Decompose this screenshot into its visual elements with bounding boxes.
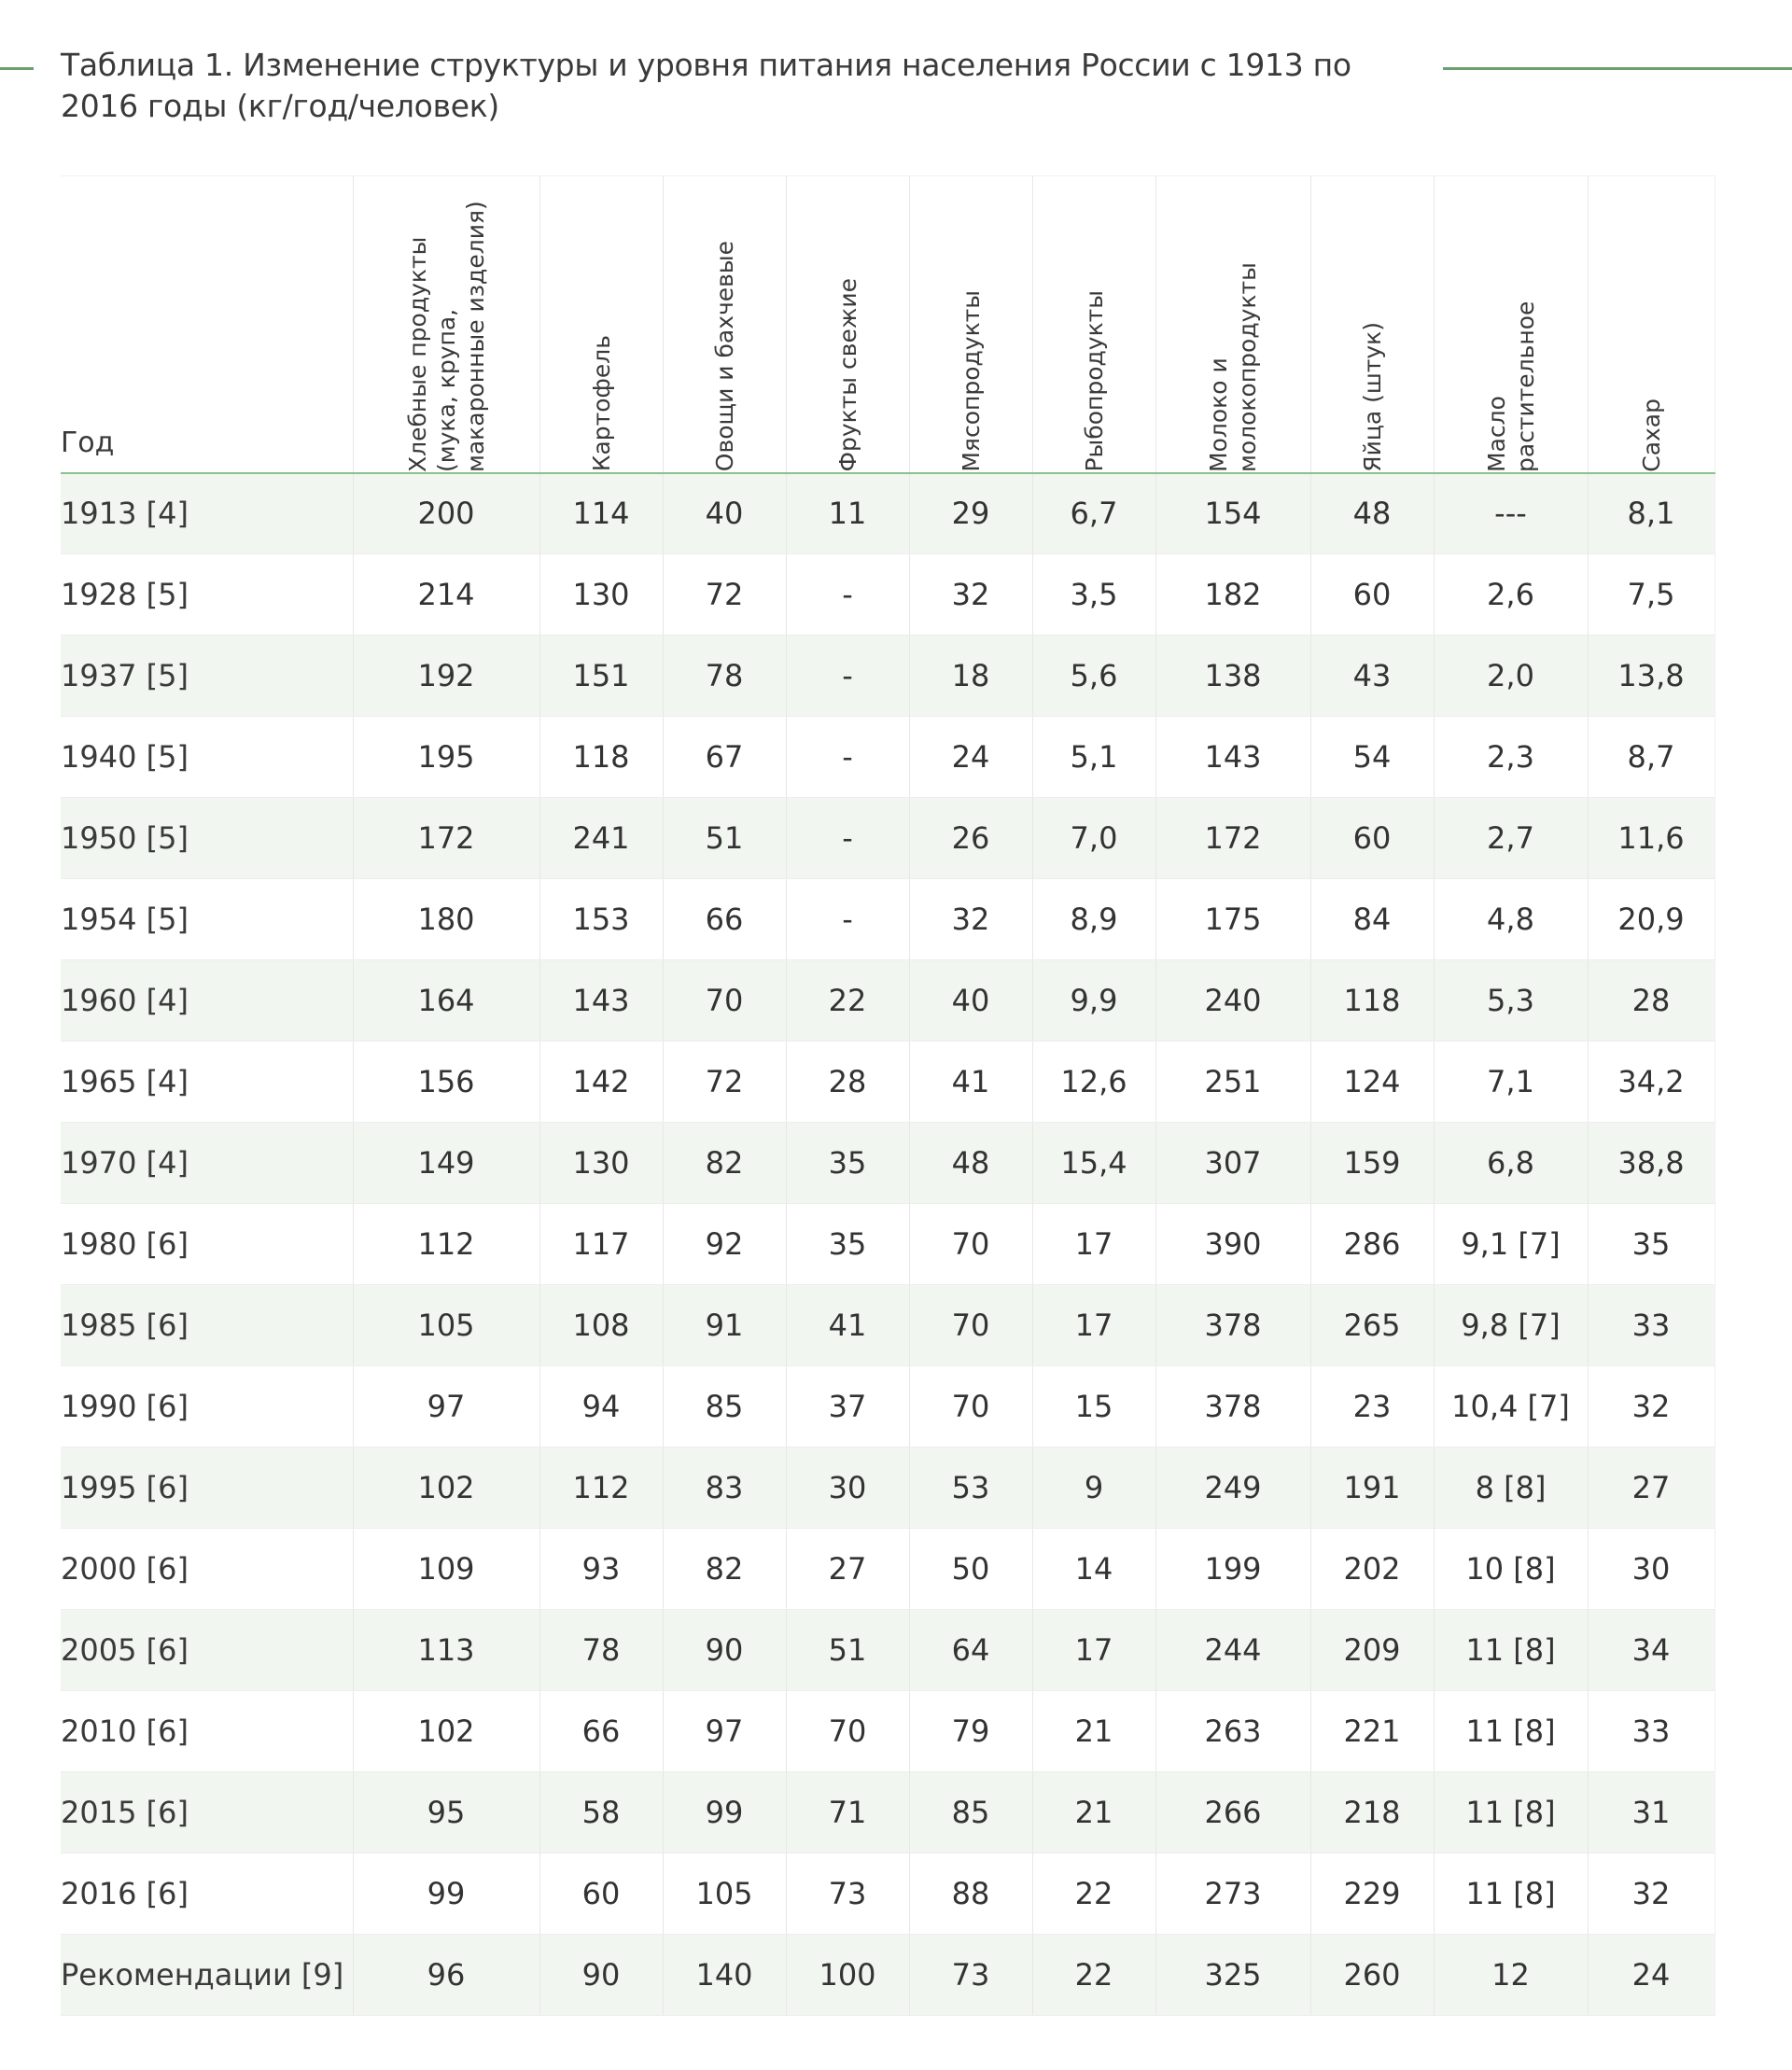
cell-year: 2016 [6]	[61, 1853, 353, 1935]
cell-vegetables: 51	[663, 798, 786, 879]
cell-fruits: 73	[786, 1853, 909, 1935]
cell-milk: 378	[1155, 1285, 1310, 1366]
cell-sugar: 8,7	[1588, 717, 1715, 798]
cell-potato: 78	[539, 1610, 663, 1691]
cell-milk: 273	[1155, 1853, 1310, 1935]
cell-sugar: 8,1	[1588, 473, 1715, 554]
column-header-fruits: Фрукты свежие	[786, 176, 909, 473]
cell-bread: 192	[353, 636, 539, 717]
cell-sugar: 11,6	[1588, 798, 1715, 879]
column-header-vegetables: Овощи и бахчевые	[663, 176, 786, 473]
cell-fruits: 22	[786, 960, 909, 1042]
cell-fruits: -	[786, 798, 909, 879]
cell-fruits: -	[786, 879, 909, 960]
cell-fruits: 30	[786, 1448, 909, 1529]
table-row	[61, 1529, 1715, 1610]
table-row	[61, 717, 1715, 798]
cell-oil: 10 [8]	[1434, 1529, 1588, 1610]
table-row	[61, 1772, 1715, 1853]
cell-year: 2005 [6]	[61, 1610, 353, 1691]
cell-potato: 153	[539, 879, 663, 960]
cell-milk: 263	[1155, 1691, 1310, 1772]
cell-eggs: 60	[1310, 798, 1434, 879]
cell-potato: 94	[539, 1366, 663, 1448]
column-header-milk: Молоко и молокопродукты	[1155, 176, 1310, 473]
cell-bread: 112	[353, 1204, 539, 1285]
cell-oil: 2,0	[1434, 636, 1588, 717]
cell-vegetables: 72	[663, 554, 786, 636]
cell-vegetables: 99	[663, 1772, 786, 1853]
cell-fruits: 100	[786, 1935, 909, 2016]
cell-oil: 12	[1434, 1935, 1588, 2016]
cell-vegetables: 92	[663, 1204, 786, 1285]
cell-fish: 7,0	[1032, 798, 1155, 879]
cell-vegetables: 70	[663, 960, 786, 1042]
cell-year: 2015 [6]	[61, 1772, 353, 1853]
cell-milk: 244	[1155, 1610, 1310, 1691]
cell-eggs: 54	[1310, 717, 1434, 798]
cell-milk: 251	[1155, 1042, 1310, 1123]
cell-milk: 266	[1155, 1772, 1310, 1853]
cell-oil: 9,1 [7]	[1434, 1204, 1588, 1285]
cell-bread: 99	[353, 1853, 539, 1935]
cell-potato: 241	[539, 798, 663, 879]
cell-year: 1954 [5]	[61, 879, 353, 960]
cell-meat: 79	[909, 1691, 1032, 1772]
cell-fish: 5,6	[1032, 636, 1155, 717]
cell-milk: 325	[1155, 1935, 1310, 2016]
cell-fruits: 51	[786, 1610, 909, 1691]
column-header-sugar: Сахар	[1588, 176, 1715, 473]
cell-meat: 26	[909, 798, 1032, 879]
cell-bread: 164	[353, 960, 539, 1042]
cell-fruits: 35	[786, 1123, 909, 1204]
cell-year: 1990 [6]	[61, 1366, 353, 1448]
cell-fish: 5,1	[1032, 717, 1155, 798]
cell-bread: 97	[353, 1366, 539, 1448]
cell-meat: 53	[909, 1448, 1032, 1529]
cell-oil: 5,3	[1434, 960, 1588, 1042]
cell-oil: 4,8	[1434, 879, 1588, 960]
cell-fish: 12,6	[1032, 1042, 1155, 1123]
cell-year: 1980 [6]	[61, 1204, 353, 1285]
cell-oil: 2,7	[1434, 798, 1588, 879]
column-header-meat: Мясопродукты	[909, 176, 1032, 473]
cell-meat: 70	[909, 1366, 1032, 1448]
cell-eggs: 202	[1310, 1529, 1434, 1610]
cell-milk: 175	[1155, 879, 1310, 960]
cell-milk: 154	[1155, 473, 1310, 554]
cell-fish: 21	[1032, 1772, 1155, 1853]
cell-eggs: 265	[1310, 1285, 1434, 1366]
cell-potato: 58	[539, 1772, 663, 1853]
cell-year: 1937 [5]	[61, 636, 353, 717]
cell-fish: 15	[1032, 1366, 1155, 1448]
cell-potato: 151	[539, 636, 663, 717]
cell-meat: 32	[909, 879, 1032, 960]
column-header-bread: Хлебные продукты (мука, крупа, макаронные изделия)	[353, 176, 539, 473]
cell-vegetables: 72	[663, 1042, 786, 1123]
cell-vegetables: 105	[663, 1853, 786, 1935]
cell-meat: 73	[909, 1935, 1032, 2016]
cell-bread: 195	[353, 717, 539, 798]
cell-oil: 6,8	[1434, 1123, 1588, 1204]
cell-vegetables: 85	[663, 1366, 786, 1448]
cell-oil: 2,3	[1434, 717, 1588, 798]
cell-year: 1995 [6]	[61, 1448, 353, 1529]
column-header-eggs: Яйца (штук)	[1310, 176, 1434, 473]
cell-eggs: 48	[1310, 473, 1434, 554]
cell-fish: 9,9	[1032, 960, 1155, 1042]
cell-fruits: 70	[786, 1691, 909, 1772]
table-row	[61, 554, 1715, 636]
cell-sugar: 33	[1588, 1285, 1715, 1366]
cell-meat: 88	[909, 1853, 1032, 1935]
cell-meat: 32	[909, 554, 1032, 636]
cell-eggs: 84	[1310, 879, 1434, 960]
cell-fruits: 37	[786, 1366, 909, 1448]
cell-milk: 143	[1155, 717, 1310, 798]
cell-potato: 90	[539, 1935, 663, 2016]
cell-bread: 149	[353, 1123, 539, 1204]
cell-potato: 130	[539, 1123, 663, 1204]
header-row	[61, 176, 1715, 473]
cell-bread: 156	[353, 1042, 539, 1123]
cell-sugar: 28	[1588, 960, 1715, 1042]
table-caption: Таблица 1. Изменение структуры и уровня питания населения России с 1913 по 2016 годы (кг/год/человек)	[61, 47, 1351, 124]
cell-milk: 182	[1155, 554, 1310, 636]
cell-potato: 130	[539, 554, 663, 636]
cell-potato: 112	[539, 1448, 663, 1529]
table-row	[61, 798, 1715, 879]
cell-fruits: -	[786, 717, 909, 798]
table-row	[61, 1366, 1715, 1448]
cell-bread: 113	[353, 1610, 539, 1691]
cell-vegetables: 67	[663, 717, 786, 798]
cell-vegetables: 66	[663, 879, 786, 960]
cell-eggs: 43	[1310, 636, 1434, 717]
cell-year: 1950 [5]	[61, 798, 353, 879]
cell-potato: 114	[539, 473, 663, 554]
cell-meat: 50	[909, 1529, 1032, 1610]
cell-meat: 85	[909, 1772, 1032, 1853]
cell-year: 1965 [4]	[61, 1042, 353, 1123]
cell-sugar: 20,9	[1588, 879, 1715, 960]
cell-bread: 95	[353, 1772, 539, 1853]
cell-fish: 9	[1032, 1448, 1155, 1529]
cell-eggs: 229	[1310, 1853, 1434, 1935]
cell-bread: 172	[353, 798, 539, 879]
cell-fruits: 28	[786, 1042, 909, 1123]
table-row	[61, 636, 1715, 717]
cell-meat: 70	[909, 1204, 1032, 1285]
cell-bread: 105	[353, 1285, 539, 1366]
cell-oil: 7,1	[1434, 1042, 1588, 1123]
cell-eggs: 221	[1310, 1691, 1434, 1772]
cell-year: 1985 [6]	[61, 1285, 353, 1366]
cell-vegetables: 90	[663, 1610, 786, 1691]
cell-oil: 11 [8]	[1434, 1610, 1588, 1691]
cell-sugar: 24	[1588, 1935, 1715, 2016]
cell-meat: 41	[909, 1042, 1032, 1123]
cell-bread: 180	[353, 879, 539, 960]
cell-sugar: 13,8	[1588, 636, 1715, 717]
cell-sugar: 27	[1588, 1448, 1715, 1529]
cell-eggs: 118	[1310, 960, 1434, 1042]
table-row	[61, 1042, 1715, 1123]
cell-meat: 40	[909, 960, 1032, 1042]
cell-milk: 240	[1155, 960, 1310, 1042]
cell-eggs: 159	[1310, 1123, 1434, 1204]
table-body	[61, 473, 1715, 2016]
cell-eggs: 286	[1310, 1204, 1434, 1285]
cell-fish: 17	[1032, 1204, 1155, 1285]
cell-year: 1970 [4]	[61, 1123, 353, 1204]
cell-potato: 118	[539, 717, 663, 798]
table-row	[61, 1853, 1715, 1935]
cell-potato: 66	[539, 1691, 663, 1772]
cell-sugar: 32	[1588, 1366, 1715, 1448]
cell-eggs: 23	[1310, 1366, 1434, 1448]
cell-fruits: 71	[786, 1772, 909, 1853]
cell-fish: 8,9	[1032, 879, 1155, 960]
nutrition-table	[61, 175, 1715, 2016]
cell-sugar: 32	[1588, 1853, 1715, 1935]
cell-vegetables: 140	[663, 1935, 786, 2016]
table-row	[61, 1448, 1715, 1529]
table-row	[61, 960, 1715, 1042]
cell-year: 1960 [4]	[61, 960, 353, 1042]
cell-meat: 48	[909, 1123, 1032, 1204]
cell-fish: 17	[1032, 1610, 1155, 1691]
cell-eggs: 60	[1310, 554, 1434, 636]
cell-year: 1913 [4]	[61, 473, 353, 554]
cell-bread: 102	[353, 1691, 539, 1772]
cell-sugar: 34,2	[1588, 1042, 1715, 1123]
cell-oil: 11 [8]	[1434, 1691, 1588, 1772]
title-rule-right	[1443, 67, 1792, 70]
table-row	[61, 1610, 1715, 1691]
cell-meat: 70	[909, 1285, 1032, 1366]
table-row	[61, 473, 1715, 554]
cell-eggs: 260	[1310, 1935, 1434, 2016]
cell-oil: 11 [8]	[1434, 1772, 1588, 1853]
cell-sugar: 33	[1588, 1691, 1715, 1772]
cell-oil: 10,4 [7]	[1434, 1366, 1588, 1448]
column-header-potato: Картофель	[539, 176, 663, 473]
column-header-oil: Масло растительное	[1434, 176, 1588, 473]
cell-fruits: -	[786, 636, 909, 717]
cell-fruits: 41	[786, 1285, 909, 1366]
cell-potato: 60	[539, 1853, 663, 1935]
cell-bread: 102	[353, 1448, 539, 1529]
cell-eggs: 218	[1310, 1772, 1434, 1853]
cell-oil: 2,6	[1434, 554, 1588, 636]
cell-oil: 11 [8]	[1434, 1853, 1588, 1935]
cell-vegetables: 97	[663, 1691, 786, 1772]
cell-potato: 143	[539, 960, 663, 1042]
cell-year: Рекомендации [9]	[61, 1935, 353, 2016]
cell-sugar: 38,8	[1588, 1123, 1715, 1204]
table-row	[61, 1935, 1715, 2016]
cell-eggs: 209	[1310, 1610, 1434, 1691]
cell-fish: 22	[1032, 1935, 1155, 2016]
cell-milk: 307	[1155, 1123, 1310, 1204]
cell-year: 2010 [6]	[61, 1691, 353, 1772]
cell-meat: 18	[909, 636, 1032, 717]
cell-sugar: 35	[1588, 1204, 1715, 1285]
cell-potato: 108	[539, 1285, 663, 1366]
table-row	[61, 1285, 1715, 1366]
cell-year: 1940 [5]	[61, 717, 353, 798]
cell-vegetables: 91	[663, 1285, 786, 1366]
cell-fish: 17	[1032, 1285, 1155, 1366]
column-header-year: Год	[61, 176, 353, 473]
cell-meat: 24	[909, 717, 1032, 798]
cell-milk: 199	[1155, 1529, 1310, 1610]
cell-oil: ---	[1434, 473, 1588, 554]
cell-bread: 109	[353, 1529, 539, 1610]
cell-oil: 9,8 [7]	[1434, 1285, 1588, 1366]
cell-milk: 172	[1155, 798, 1310, 879]
cell-fish: 6,7	[1032, 473, 1155, 554]
cell-sugar: 30	[1588, 1529, 1715, 1610]
cell-fish: 21	[1032, 1691, 1155, 1772]
cell-oil: 8 [8]	[1434, 1448, 1588, 1529]
cell-fruits: -	[786, 554, 909, 636]
table-row	[61, 1204, 1715, 1285]
cell-fish: 22	[1032, 1853, 1155, 1935]
cell-fish: 3,5	[1032, 554, 1155, 636]
cell-potato: 142	[539, 1042, 663, 1123]
cell-year: 2000 [6]	[61, 1529, 353, 1610]
cell-sugar: 7,5	[1588, 554, 1715, 636]
cell-fruits: 35	[786, 1204, 909, 1285]
cell-sugar: 31	[1588, 1772, 1715, 1853]
cell-eggs: 124	[1310, 1042, 1434, 1123]
cell-milk: 378	[1155, 1366, 1310, 1448]
cell-meat: 29	[909, 473, 1032, 554]
column-header-fish: Рыбопродукты	[1032, 176, 1155, 473]
cell-eggs: 191	[1310, 1448, 1434, 1529]
table-row	[61, 1691, 1715, 1772]
cell-fruits: 11	[786, 473, 909, 554]
cell-bread: 214	[353, 554, 539, 636]
cell-bread: 200	[353, 473, 539, 554]
cell-fish: 15,4	[1032, 1123, 1155, 1204]
cell-milk: 138	[1155, 636, 1310, 717]
cell-vegetables: 83	[663, 1448, 786, 1529]
cell-fruits: 27	[786, 1529, 909, 1610]
table-row	[61, 1123, 1715, 1204]
cell-meat: 64	[909, 1610, 1032, 1691]
cell-bread: 96	[353, 1935, 539, 2016]
cell-potato: 117	[539, 1204, 663, 1285]
cell-fish: 14	[1032, 1529, 1155, 1610]
cell-milk: 249	[1155, 1448, 1310, 1529]
cell-milk: 390	[1155, 1204, 1310, 1285]
table-row	[61, 879, 1715, 960]
cell-vegetables: 78	[663, 636, 786, 717]
cell-sugar: 34	[1588, 1610, 1715, 1691]
cell-vegetables: 82	[663, 1123, 786, 1204]
cell-year: 1928 [5]	[61, 554, 353, 636]
cell-potato: 93	[539, 1529, 663, 1610]
title-rule-left	[0, 67, 34, 70]
cell-vegetables: 82	[663, 1529, 786, 1610]
cell-vegetables: 40	[663, 473, 786, 554]
